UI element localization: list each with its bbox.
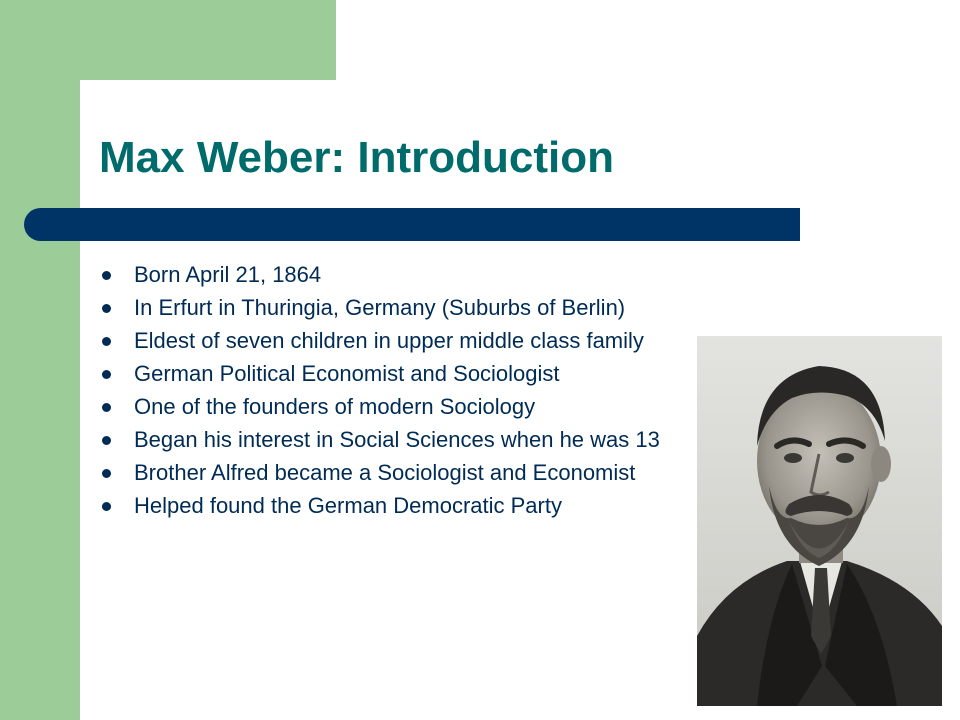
- bullet-item: [100, 361, 680, 386]
- bullet-text: Began his interest in Social Sciences when he was 13: [134, 427, 660, 452]
- bullet-icon: [102, 403, 111, 412]
- bullet-icon: [102, 304, 111, 313]
- bullet-item: [100, 427, 680, 452]
- portrait-illustration: [697, 336, 942, 706]
- portrait-photo: [697, 336, 942, 706]
- slide-title: Max Weber: Introduction: [99, 133, 614, 182]
- bullet-text: Eldest of seven children in upper middle class family: [134, 328, 644, 353]
- bullet-icon: [102, 370, 111, 379]
- bullet-list: [100, 262, 680, 526]
- bullet-item: [100, 328, 680, 353]
- bullet-icon: [102, 436, 111, 445]
- bullet-text: Born April 21, 1864: [134, 262, 322, 287]
- green-top-block: [0, 0, 336, 80]
- bullet-text: Brother Alfred became a Sociologist and Economist: [134, 460, 636, 485]
- bullet-item: [100, 460, 680, 485]
- bullet-text: German Political Economist and Sociologist: [134, 361, 560, 386]
- green-side-strip: [0, 0, 80, 720]
- bullet-text: One of the founders of modern Sociology: [134, 394, 536, 419]
- bullet-text: Helped found the German Democratic Party: [134, 493, 562, 518]
- bullet-icon: [102, 502, 111, 511]
- bullet-icon: [102, 271, 111, 280]
- title-underline-bar: [24, 208, 800, 241]
- bullet-item: [100, 295, 680, 320]
- bullet-item: [100, 262, 680, 287]
- bullet-icon: [102, 469, 111, 478]
- bullet-item: [100, 493, 680, 518]
- bullet-icon: [102, 337, 111, 346]
- bullet-text: In Erfurt in Thuringia, Germany (Suburbs of Berlin): [134, 295, 626, 320]
- bullet-item: [100, 394, 680, 419]
